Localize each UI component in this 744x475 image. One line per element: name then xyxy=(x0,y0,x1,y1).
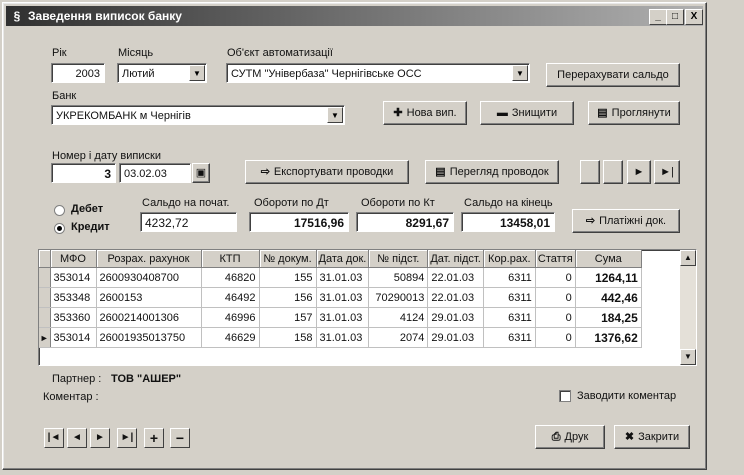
cell-corr-account[interactable]: 6311 xyxy=(483,288,535,308)
record-first-button[interactable] xyxy=(580,160,600,184)
turnover-credit-field: 8291,67 xyxy=(356,212,454,232)
record-next-button[interactable] xyxy=(627,160,651,184)
column-header[interactable]: МФО xyxy=(50,250,96,268)
month-label: Місяць xyxy=(118,47,154,59)
bank-value: УКРЕКОМБАНК м Чернігів xyxy=(56,110,191,122)
column-header[interactable]: Кор.рах. xyxy=(483,250,535,268)
statement-label: Номер і дату виписки xyxy=(52,150,161,162)
maximize-button[interactable]: □ xyxy=(666,9,684,25)
statement-date-field[interactable]: 03.02.03 xyxy=(119,163,191,183)
nav-next-button[interactable] xyxy=(90,428,110,448)
view-entries-button[interactable] xyxy=(425,160,559,184)
opening-balance-label: Сальдо на почат. xyxy=(142,197,230,209)
chevron-down-icon[interactable]: ▼ xyxy=(512,65,528,81)
cell-account[interactable]: 2600930408700 xyxy=(96,268,201,288)
close-icon: ✖ xyxy=(624,431,635,443)
credit-radio[interactable] xyxy=(54,223,65,234)
cell-ktp[interactable]: 46996 xyxy=(201,308,259,328)
comment-checkbox-label: Заводити коментар xyxy=(577,390,677,402)
cell-account[interactable]: 26001935013750 xyxy=(96,328,201,348)
current-row-indicator: ► xyxy=(39,328,50,348)
next-record-icon: ► xyxy=(95,432,105,443)
title-bar[interactable] xyxy=(6,6,703,26)
payment-docs-label: Платіжні док. xyxy=(599,215,667,227)
cell-ktp[interactable]: 46492 xyxy=(201,288,259,308)
column-header[interactable]: Дата док. xyxy=(316,250,369,268)
export-entries-button[interactable] xyxy=(245,160,409,184)
turnover-debit-label: Обороти по Дт xyxy=(254,197,329,209)
prev-record-icon: ◄ xyxy=(72,432,82,443)
cell-sum[interactable]: 184,25 xyxy=(575,308,641,328)
table-row[interactable] xyxy=(39,308,641,328)
column-header[interactable]: КТП xyxy=(201,250,259,268)
minimize-button[interactable]: _ xyxy=(649,9,667,25)
bank-label: Банк xyxy=(52,90,77,102)
chevron-down-icon[interactable]: ▼ xyxy=(189,65,205,81)
debit-radio[interactable] xyxy=(54,205,65,216)
cell-ktp[interactable]: 46820 xyxy=(201,268,259,288)
first-record-icon: |◄ xyxy=(47,432,61,443)
cell-basis-number[interactable]: 70290013 xyxy=(369,288,428,308)
view-label: Проглянути xyxy=(611,107,671,119)
column-header[interactable]: № докум. xyxy=(259,250,316,268)
cell-ktp[interactable]: 46629 xyxy=(201,328,259,348)
nav-last-button[interactable] xyxy=(117,428,137,448)
cell-basis-date[interactable]: 29.01.03 xyxy=(428,328,483,348)
cell-basis-number[interactable]: 50894 xyxy=(369,268,428,288)
year-label: Рік xyxy=(52,47,67,59)
nav-first-button[interactable] xyxy=(44,428,64,448)
record-prev-button[interactable] xyxy=(603,160,623,184)
cell-doc-date[interactable]: 31.01.03 xyxy=(316,268,369,288)
payment-docs-button[interactable] xyxy=(572,209,680,233)
closing-balance-field: 13458,01 xyxy=(461,212,555,232)
cell-corr-account[interactable]: 6311 xyxy=(483,308,535,328)
statement-grid[interactable] xyxy=(38,249,697,366)
cell-doc-date[interactable]: 31.01.03 xyxy=(316,328,369,348)
turnover-credit-label: Обороти по Кт xyxy=(361,197,435,209)
close-button[interactable] xyxy=(614,425,690,449)
print-button[interactable] xyxy=(535,425,605,449)
cell-doc-number[interactable]: 157 xyxy=(259,308,316,328)
minus-icon: − xyxy=(175,430,185,446)
view-entries-label: Перегляд проводок xyxy=(449,166,549,178)
grid-scrollbar[interactable] xyxy=(680,250,696,365)
view-button[interactable] xyxy=(588,101,680,125)
cell-sum[interactable]: 442,46 xyxy=(575,288,641,308)
cell-mfo[interactable]: 353014 xyxy=(50,268,96,288)
last-record-icon: ►| xyxy=(120,432,134,443)
minus-icon: ▬ xyxy=(496,107,508,119)
floppy-icon: ▣ xyxy=(195,167,207,179)
comment-checkbox[interactable] xyxy=(559,390,571,402)
cell-mfo[interactable]: 353348 xyxy=(50,288,96,308)
cell-doc-number[interactable]: 155 xyxy=(259,268,316,288)
row-indicator xyxy=(39,308,50,328)
table-row[interactable] xyxy=(39,328,641,348)
table-row[interactable] xyxy=(39,268,641,288)
cell-article[interactable]: 0 xyxy=(535,268,575,288)
app-icon: § xyxy=(13,9,21,23)
cell-doc-date[interactable]: 31.01.03 xyxy=(316,288,369,308)
cell-basis-date[interactable]: 22.01.03 xyxy=(428,268,483,288)
chevron-down-icon[interactable]: ▼ xyxy=(327,107,343,123)
month-select[interactable] xyxy=(117,63,207,83)
object-label: Об'єкт автоматизації xyxy=(227,47,333,59)
document-icon: ▤ xyxy=(435,166,446,178)
cell-corr-account[interactable]: 6311 xyxy=(483,328,535,348)
partner-label: Партнер : xyxy=(52,373,102,385)
export-icon: ⇨ xyxy=(260,166,270,178)
nav-remove-button[interactable] xyxy=(170,428,190,448)
cell-sum[interactable]: 1376,62 xyxy=(575,328,641,348)
column-header[interactable]: № підст. xyxy=(369,250,428,268)
column-header[interactable]: Розрах. рахунок xyxy=(96,250,201,268)
cell-doc-number[interactable]: 158 xyxy=(259,328,316,348)
opening-balance-field: 4232,72 xyxy=(140,212,237,232)
cell-mfo[interactable]: 353360 xyxy=(50,308,96,328)
object-value: СУТМ "Універбаза" Чернігівське ОСС xyxy=(231,68,422,80)
cell-basis-number[interactable]: 4124 xyxy=(369,308,428,328)
save-date-button[interactable] xyxy=(192,163,210,183)
scroll-up-button[interactable]: ▲ xyxy=(680,250,696,266)
cell-article[interactable]: 0 xyxy=(535,328,575,348)
table-row[interactable] xyxy=(39,288,641,308)
close-label: Закрити xyxy=(638,431,680,443)
nav-add-button[interactable] xyxy=(144,428,164,448)
nav-prev-button[interactable] xyxy=(67,428,87,448)
printer-icon: ⎙ xyxy=(551,431,561,443)
cell-sum[interactable]: 1264,11 xyxy=(575,268,641,288)
cell-doc-number[interactable]: 156 xyxy=(259,288,316,308)
partner-value: ТОВ "АШЕР" xyxy=(111,373,182,385)
export-entries-label: Експортувати проводки xyxy=(273,166,394,178)
cell-basis-date[interactable]: 22.01.03 xyxy=(428,288,483,308)
delete-label: Знищити xyxy=(511,107,558,119)
cell-basis-date[interactable]: 29.01.03 xyxy=(428,308,483,328)
column-header[interactable]: Дат. підст. xyxy=(428,250,483,268)
cell-basis-number[interactable]: 2074 xyxy=(369,328,428,348)
new-statement-label: Нова вип. xyxy=(406,107,457,119)
payment-docs-icon: ⇨ xyxy=(585,215,596,227)
plus-icon: ✚ xyxy=(393,107,403,119)
year-field[interactable]: 2003 xyxy=(51,63,105,83)
close-window-button[interactable]: X xyxy=(685,9,703,25)
column-header[interactable]: Сума xyxy=(575,250,641,268)
cell-article[interactable]: 0 xyxy=(535,288,575,308)
row-indicator xyxy=(39,268,50,288)
indicator-header xyxy=(39,250,50,268)
column-header[interactable]: Стаття xyxy=(535,250,575,268)
print-label: Друк xyxy=(564,431,589,443)
record-last-button[interactable] xyxy=(654,160,680,184)
document-icon: ▤ xyxy=(597,107,608,119)
closing-balance-label: Сальдо на кінець xyxy=(464,197,553,209)
turnover-debit-field: 17516,96 xyxy=(249,212,349,232)
debit-label: Дебет xyxy=(71,203,104,215)
bank-select[interactable] xyxy=(51,105,345,125)
delete-button[interactable] xyxy=(480,101,574,125)
credit-label: Кредит xyxy=(71,221,110,233)
month-value: Лютий xyxy=(122,68,155,80)
cell-doc-date[interactable]: 31.01.03 xyxy=(316,308,369,328)
scroll-down-button[interactable]: ▼ xyxy=(680,349,696,365)
cell-account[interactable]: 2600214001306 xyxy=(96,308,201,328)
cell-corr-account[interactable]: 6311 xyxy=(483,268,535,288)
recalc-balance-button[interactable]: Перерахувати сальдо xyxy=(546,63,680,87)
grid-header-row xyxy=(39,250,641,268)
row-indicator xyxy=(39,288,50,308)
object-select[interactable] xyxy=(226,63,530,83)
window-title: Заведення виписок банку xyxy=(28,9,182,23)
new-statement-button[interactable] xyxy=(383,101,467,125)
cell-mfo[interactable]: 353014 xyxy=(50,328,96,348)
comment-label: Коментар : xyxy=(43,391,99,403)
cell-account[interactable]: 2600153 xyxy=(96,288,201,308)
play-icon: ► xyxy=(633,166,645,178)
plus-icon: + xyxy=(149,430,159,446)
last-record-icon: ►| xyxy=(660,166,674,178)
cell-article[interactable]: 0 xyxy=(535,308,575,328)
statement-number-field[interactable]: 3 xyxy=(51,163,116,183)
